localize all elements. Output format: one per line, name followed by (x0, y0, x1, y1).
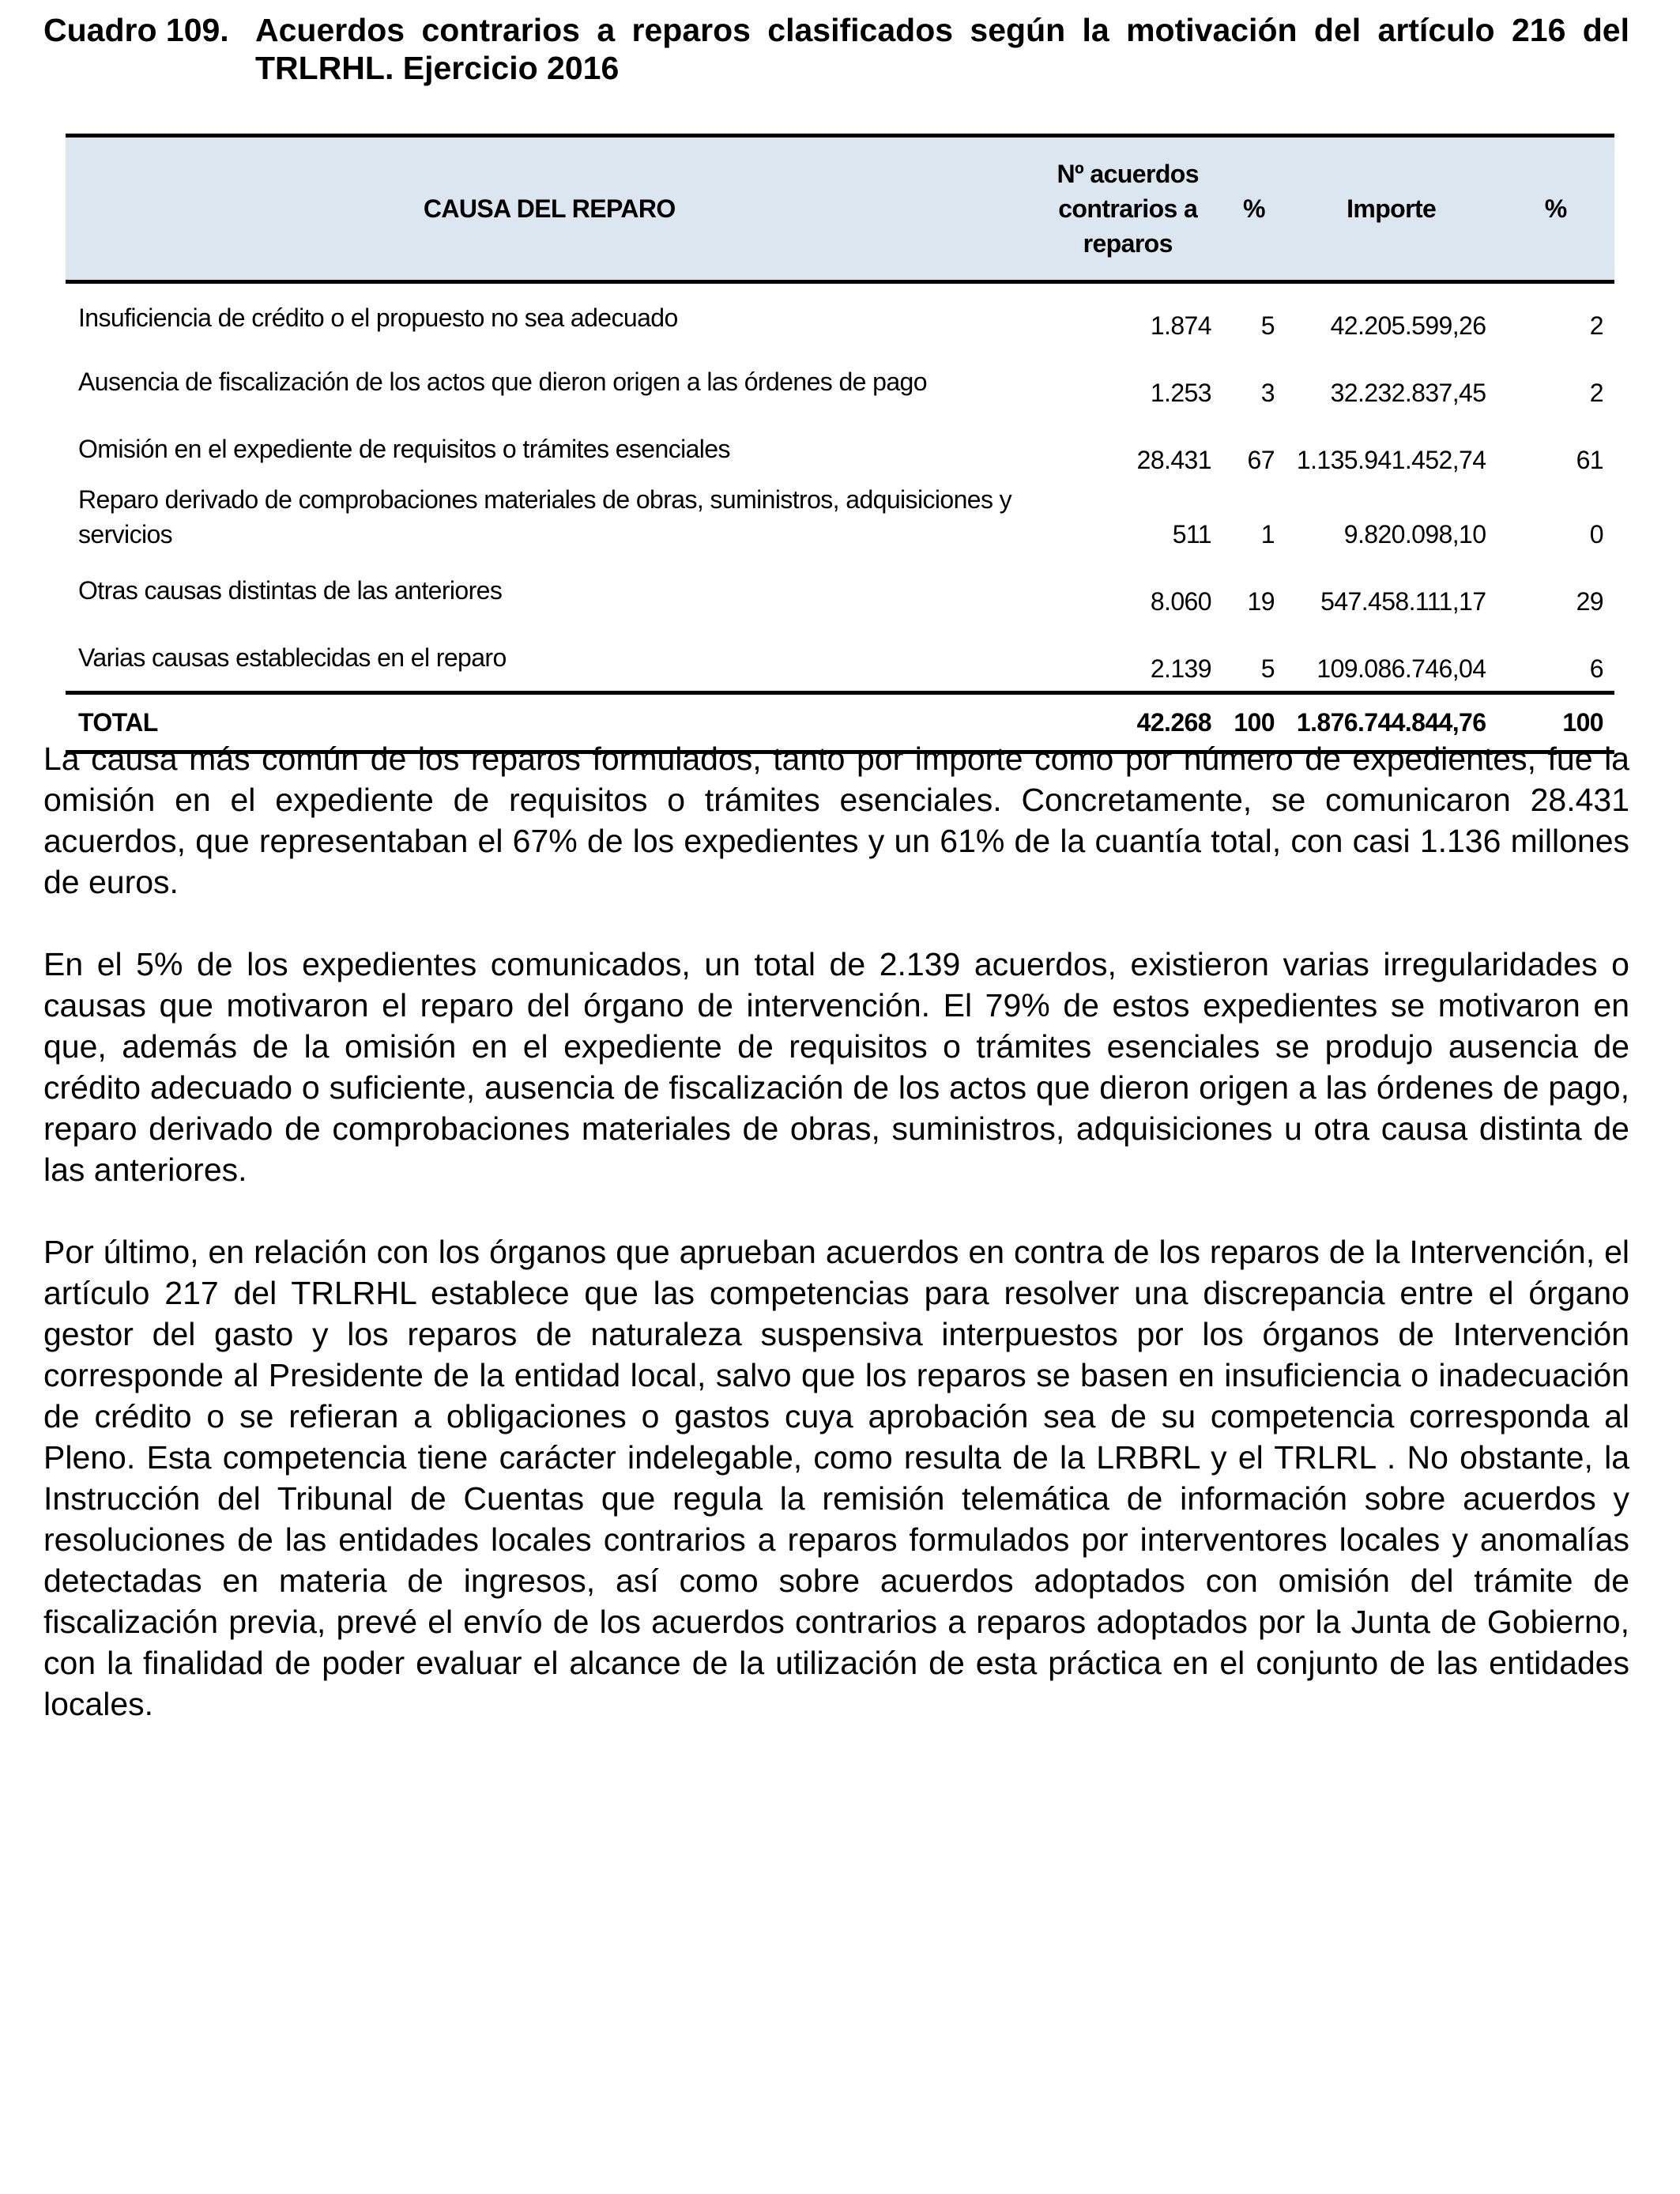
cell-count: 1.253 (1150, 379, 1211, 407)
cell-amount-pct: 61 (1576, 446, 1603, 474)
header-count-label: Nº acuerdos contrarios a reparos (1057, 160, 1199, 258)
total-label: TOTAL (66, 693, 1034, 752)
table-row (66, 282, 1614, 349)
cell-amount-pct: 2 (1589, 311, 1603, 340)
table-row (66, 624, 1614, 693)
cell-count-pct: 19 (1247, 587, 1275, 616)
cell-cause: Insuficiencia de crédito o el propuesto no sea adecuado (78, 303, 678, 332)
total-count-pct: 100 (1222, 693, 1286, 752)
cell-count-pct: 67 (1247, 446, 1275, 474)
cell-amount: 32.232.837,45 (1330, 379, 1486, 407)
cell-amount: 1.135.941.452,74 (1296, 446, 1486, 474)
cell-count-pct: 5 (1260, 311, 1275, 340)
cell-cause: Varias causas establecidas en el reparo (78, 643, 507, 672)
paragraph: La causa más común de los reparos formulados, tanto por importe como por número de expedientes, fue la omisión en el expediente de requisitos o trámites esenciales. Concretamente, se comunicaron 28.431 acuerdos, que representaban el 67% de los expedientes y un 61% de la cuantía total, con casi 1.136 millones de euros. (43, 741, 1629, 900)
header-count (1034, 136, 1222, 282)
cell-count: 8.060 (1150, 587, 1211, 616)
cell-count-pct: 3 (1260, 379, 1275, 407)
table-caption (43, 11, 1629, 87)
cell-count-pct: 5 (1260, 654, 1275, 683)
paragraph: Por último, en relación con los órganos que aprueban acuerdos en contra de los reparos de la Intervención, el artículo 217 del TRLRHL establece que las competencias para resolver una discrepancia entre el órgano gestor del gasto y los reparos de naturaleza suspensiva interpuestos por los órganos de Intervención corresponde al Presidente de la entidad local, salvo que los reparos se basen en insuficiencia o inadecuación de crédito o se refieran a obligaciones o gastos cuya aprobación sea de su competencia corresponda al Pleno. Esta competencia tiene carácter indelegable, como resulta de la LRBRL y el TRLRL . No obstante, la Instrucción del Tribunal de Cuentas que regula la remisión telemática de información sobre acuerdos y resoluciones de las entidades locales contrarios a reparos formulados por interventores locales y anomalías detectadas en materia de ingresos, así como sobre acuerdos adoptados con omisión del trámite de fiscalización previa, prevé el envío de los acuerdos contrarios a reparos adoptados por la Junta de Gobierno, con la finalidad de poder evaluar el alcance de la utilización de esta práctica en el conjunto de las entidades locales. (43, 1234, 1629, 1722)
table-header-row (66, 136, 1614, 282)
cell-amount: 42.205.599,26 (1330, 311, 1486, 340)
cell-cause: Otras causas distintas de las anteriores (78, 576, 503, 605)
cell-count: 511 (1172, 520, 1211, 548)
cell-count: 1.874 (1150, 311, 1211, 340)
cell-cause: Reparo derivado de comprobaciones materiales de obras, suministros, adquisiciones y servicios (78, 485, 1012, 548)
cell-cause: Ausencia de fiscalización de los actos que dieron origen a las órdenes de pago (78, 368, 927, 396)
table-row (66, 415, 1614, 482)
total-amount-pct: 100 (1497, 693, 1614, 752)
header-amount: Importe (1286, 136, 1497, 282)
cell-amount: 109.086.746,04 (1317, 654, 1486, 683)
table-row (66, 556, 1614, 624)
cell-cause: Omisión en el expediente de requisitos o trámites esenciales (78, 435, 730, 463)
caption-title: Acuerdos contrarios a reparos clasificados según la motivación del artículo 216 del TRLRHL. Ejercicio 2016 (255, 12, 1629, 86)
paragraph: En el 5% de los expedientes comunicados, un total de 2.139 acuerdos, existieron varias irregularidades o causas que motivaron el reparo del órgano de intervención. El 79% de estos expedientes se motivaron en que, además de la omisión en el expediente de requisitos o trámites esenciales se produjo ausencia de crédito adecuado o suficiente, ausencia de fiscalización de los actos que dieron origen a las órdenes de pago, reparo derivado de comprobaciones materiales de obras, suministros, adquisiciones u otra causa distinta de las anteriores. (43, 946, 1629, 1188)
document-page (43, 11, 1629, 1722)
header-cause: CAUSA DEL REPARO (66, 136, 1034, 282)
cell-amount-pct: 6 (1589, 654, 1603, 683)
body-text (43, 738, 1629, 1766)
cell-amount-pct: 2 (1589, 379, 1603, 407)
cell-amount: 547.458.111,17 (1320, 587, 1486, 616)
cell-amount-pct: 29 (1576, 587, 1603, 616)
reparos-table (66, 134, 1614, 754)
header-amount-pct: % (1497, 136, 1614, 282)
cell-amount-pct: 0 (1589, 520, 1603, 548)
table-row (66, 348, 1614, 415)
total-amount: 1.876.744.844,76 (1286, 693, 1497, 752)
cell-count: 28.431 (1136, 446, 1211, 474)
cell-amount: 9.820.098,10 (1343, 520, 1486, 548)
cell-count-pct: 1 (1260, 520, 1275, 548)
header-count-pct: % (1222, 136, 1286, 282)
caption-number: Cuadro 109. (43, 12, 229, 48)
table-row (66, 482, 1614, 556)
total-count: 42.268 (1034, 693, 1222, 752)
cell-count: 2.139 (1150, 654, 1211, 683)
